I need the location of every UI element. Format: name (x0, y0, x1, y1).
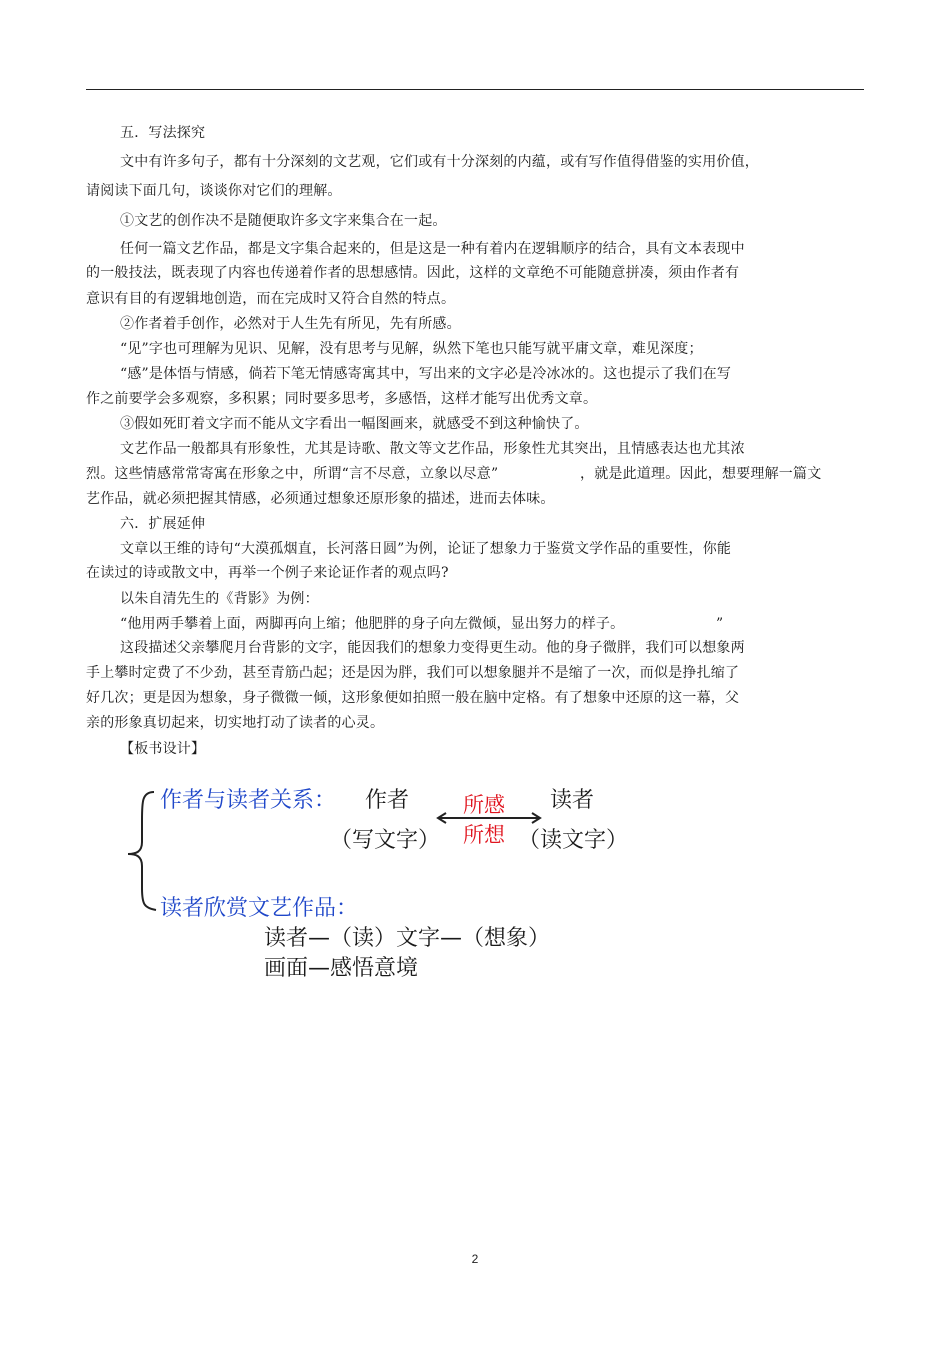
thought-label: 所想 (463, 823, 505, 847)
board-design-heading: 【板书设计】 (120, 741, 206, 757)
question-2: ②作者着手创作，必然对于人生先有所见，先有所感。 (120, 316, 461, 332)
question-1: ①文艺的创作决不是随便取许多文字来集合在一起。 (120, 213, 447, 229)
paragraph-line: 文章以王维的诗句“大漠孤烟直，长河落日圆”为例，论证了想象力于鉴赏文学作品的重要性，你能 (120, 541, 732, 557)
paragraph-line: 作之前要学会多观察，多积累；同时要多思考，多感悟，这样才能写出优秀文章。 (86, 391, 598, 407)
process-line-1: 读者—（读）文字—（想象） (264, 926, 551, 951)
section-5-heading: 五．写法探究 (120, 125, 206, 141)
paragraph-line: 的一般技法，既表现了内容也传递着作者的思想感情。因此，这样的文章绝不可能随意拼凑，须由作者有 (86, 265, 740, 281)
paragraph-line: “见”字也可理解为见识、见解，没有思考与见解，纵然下笔也只能写就平庸文章，难见深度； (120, 341, 703, 357)
paragraph-line: 文艺作品一般都具有形象性，尤其是诗歌、散文等文艺作品，形象性尤其突出，且情感表达也尤其浓 (120, 441, 745, 457)
paragraph-line: 请阅读下面几句，谈谈你对它们的理解。 (86, 183, 342, 199)
question-3: ③假如死盯着文字而不能从文字看出一幅图画来，就感受不到这种愉快了。 (120, 416, 589, 432)
paragraph-line: ，就是此道理。因此，想要理解一篇文 (580, 466, 822, 482)
paragraph-line: 亲的形象真切起来，切实地打动了读者的心灵。 (86, 715, 385, 731)
process-line-2: 画面—感悟意境 (264, 956, 419, 981)
paragraph-line: 任何一篇文艺作品，都是文字集合起来的，但是这是一种有着内在逻辑顺序的结合，具有文本表现中 (120, 241, 745, 257)
relation-label: 作者与读者关系： (160, 788, 337, 813)
section-6-heading: 六．扩展延伸 (120, 516, 206, 532)
curly-brace (128, 792, 156, 910)
paragraph-line: 以朱自清先生的《背影》为例： (120, 591, 319, 607)
author-label: 作者 (365, 788, 410, 813)
header-rule (86, 89, 864, 90)
quote-line: “他用两手攀着上面，两脚再向上缩；他肥胖的身子向左微倾，显出努力的样子。 (120, 616, 625, 632)
write-label: （写文字） (330, 828, 441, 853)
paragraph-line: 艺作品，就必须把握其情感，必须通过想象还原形象的描述，进而去体味。 (86, 491, 555, 507)
paragraph-line: “感”是体悟与情感，倘若下笔无情感寄寓其中，写出来的文字必是冷冰冰的。这也提示了我们在写 (120, 366, 732, 382)
reader-label: 读者 (550, 788, 595, 813)
paragraph-line: 这段描述父亲攀爬月台背影的文字，能因我们的想象力变得更生动。他的身子微胖，我们可以想象两 (120, 640, 745, 656)
paragraph-line: 手上攀时定费了不少劲，甚至青筋凸起；还是因为胖，我们可以想象腿并不是缩了一次，而似是挣扎缩了 (86, 665, 740, 681)
paragraph-line: 在读过的诗或散文中，再举一个例子来论证作者的观点吗? (86, 565, 449, 581)
quote-close-mark: ” (716, 616, 724, 632)
felt-label: 所感 (463, 793, 505, 817)
paragraph-line: 意识有目的有逻辑地创造，而在完成时又符合自然的特点。 (86, 291, 456, 307)
paragraph-line: 文中有许多句子，都有十分深刻的文艺观，它们或有十分深刻的内蕴，或有写作值得借鉴的实用价值， (120, 154, 759, 170)
paragraph-line: 烈。这些情感常常寄寓在形象之中，所谓“言不尽意，立象以尽意” (86, 466, 499, 482)
appreciation-label: 读者欣赏文艺作品： (160, 896, 359, 921)
paragraph-line: 好几次；更是因为想象，身子微微一倾，这形象便如拍照一般在脑中定格。有了想象中还原的这一幕，父 (86, 690, 740, 706)
read-label: （读文字） (518, 828, 629, 853)
page-number: 2 (471, 1252, 479, 1266)
board-design (120, 780, 660, 990)
